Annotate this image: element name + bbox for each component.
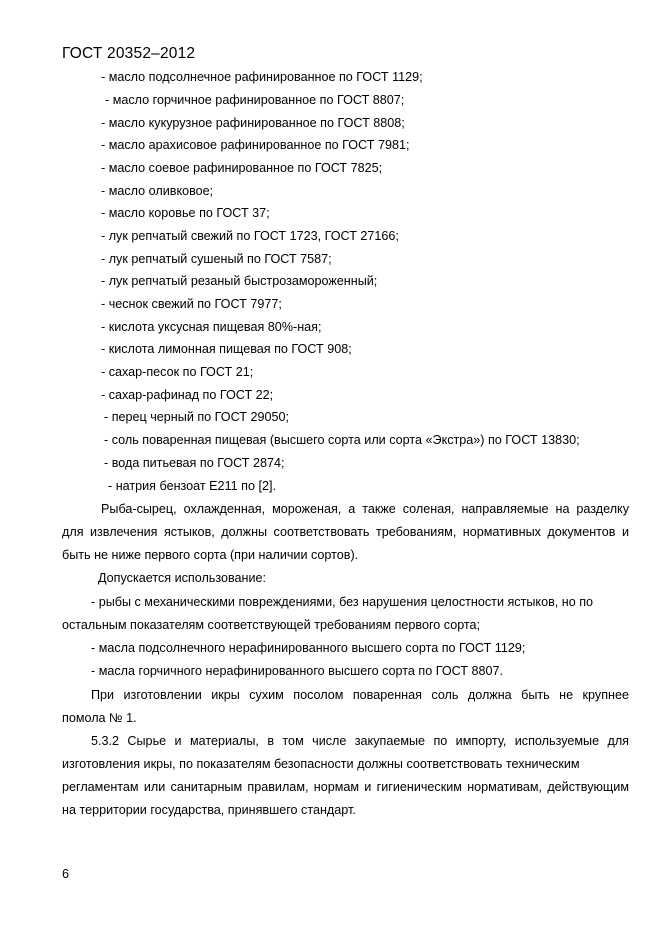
list-item: - натрия бензоат Е211 по [2].: [108, 479, 276, 493]
list-item: - вода питьевая по ГОСТ 2874;: [104, 456, 285, 470]
paragraph-line: При изготовлении икры сухим посолом поваренная соль должна быть не крупнее: [91, 688, 629, 702]
list-item: - масло арахисовое рафинированное по ГОСТ 7981;: [101, 138, 410, 152]
list-item: - перец черный по ГОСТ 29050;: [104, 410, 289, 424]
paragraph-heading: Допускается использование:: [98, 571, 267, 585]
document-header: ГОСТ 20352–2012: [62, 45, 196, 62]
list-item: - масло подсолнечное рафинированное по ГОСТ 1129;: [101, 70, 423, 84]
list-item: - масло коровье по ГОСТ 37;: [101, 206, 270, 220]
section-line: изготовления икры, по показателям безопасности должны соответствовать техническим: [62, 757, 580, 771]
section-line: 5.3.2 Сырье и материалы, в том числе закупаемые по импорту, используемые для: [91, 734, 629, 748]
list-item: - масло оливковое;: [101, 184, 214, 198]
paragraph-line: Рыба-сырец, охлажденная, мороженая, а также соленая, направляемые на разделку: [101, 502, 629, 516]
paragraph-line: быть не ниже первого сорта (при наличии сортов).: [62, 548, 359, 562]
paragraph-line: помола № 1.: [62, 711, 137, 725]
list-item: - сахар-рафинад по ГОСТ 22;: [101, 388, 274, 402]
list-item: - лук репчатый сушеный по ГОСТ 7587;: [101, 252, 332, 266]
section-line: на территории государства, принявшего стандарт.: [62, 803, 356, 817]
list-item: - масло соевое рафинированное по ГОСТ 7825;: [101, 161, 383, 175]
list-item: - сахар-песок по ГОСТ 21;: [101, 365, 254, 379]
paragraph-line: - рыбы с механическими повреждениями, без нарушения целостности ястыков, но по: [91, 595, 594, 609]
list-item: - соль поваренная пищевая (высшего сорта или сорта «Экстра») по ГОСТ 13830;: [104, 433, 580, 447]
paragraph-line: - масла горчичного нерафинированного высшего сорта по ГОСТ 8807.: [91, 664, 504, 678]
list-item: - лук репчатый резаный быстрозамороженный;: [101, 274, 378, 288]
list-item: - масло горчичное рафинированное по ГОСТ 8807;: [105, 93, 405, 107]
list-item: - лук репчатый свежий по ГОСТ 1723, ГОСТ 27166;: [101, 229, 399, 243]
list-item: - кислота лимонная пищевая по ГОСТ 908;: [101, 342, 352, 356]
page-number: 6: [62, 867, 70, 881]
paragraph-line: для извлечения ястыков, должны соответствовать требованиям, нормативных документов и: [62, 525, 629, 539]
paragraph-line: - масла подсолнечного нерафинированного высшего сорта по ГОСТ 1129;: [91, 641, 526, 655]
section-line: регламентам или санитарным правилам, нормам и гигиеническим нормативам, действующим: [62, 780, 629, 794]
list-item: - чеснок свежий по ГОСТ 7977;: [101, 297, 282, 311]
list-item: - масло кукурузное рафинированное по ГОСТ 8808;: [101, 116, 405, 130]
paragraph-line: остальным показателям соответствующей требованиям первого сорта;: [62, 618, 481, 632]
list-item: - кислота уксусная пищевая 80%-ная;: [101, 320, 322, 334]
